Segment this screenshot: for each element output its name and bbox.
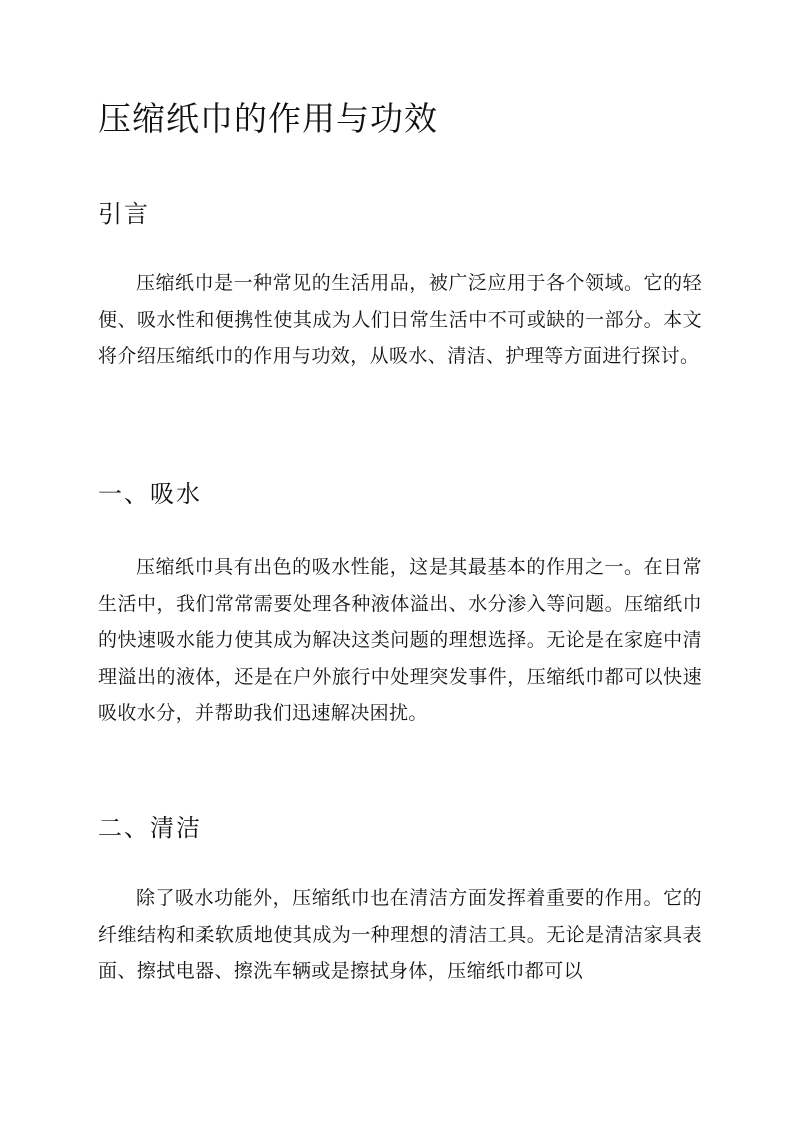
- section-heading-intro: 引言: [98, 200, 150, 228]
- section-paragraph-clean: 除了吸水功能外，压缩纸巾也在清洁方面发挥着重要的作用。它的纤维结构和柔软质地使其成为一种理想的清洁工具。无论是清洁家具表面、擦拭电器、擦洗车辆或是擦拭身体，压缩纸巾都可以: [98, 887, 702, 982]
- section-heading-absorb: 一、吸水: [98, 480, 202, 508]
- section-paragraph-absorb: 压缩纸巾具有出色的吸水性能，这是其最基本的作用之一。在日常生活中，我们常常需要处理各种液体溢出、水分渗入等问题。压缩纸巾的快速吸水能力使其成为解决这类问题的理想选择。无论是在家庭中清理溢出的液体，还是在户外旅行中处理突发事件，压缩纸巾都可以快速吸收水分，并帮助我们迅速解决困扰。: [98, 556, 702, 724]
- section-heading-clean: 二、清洁: [98, 814, 202, 842]
- section-paragraph-intro: 压缩纸巾是一种常见的生活用品，被广泛应用于各个领域。它的轻便、吸水性和便携性使其成为人们日常生活中不可或缺的一部分。本文将介绍压缩纸巾的作用与功效，从吸水、清洁、护理等方面进行探讨。: [98, 272, 702, 367]
- document-title: 压缩纸巾的作用与功效: [98, 99, 438, 138]
